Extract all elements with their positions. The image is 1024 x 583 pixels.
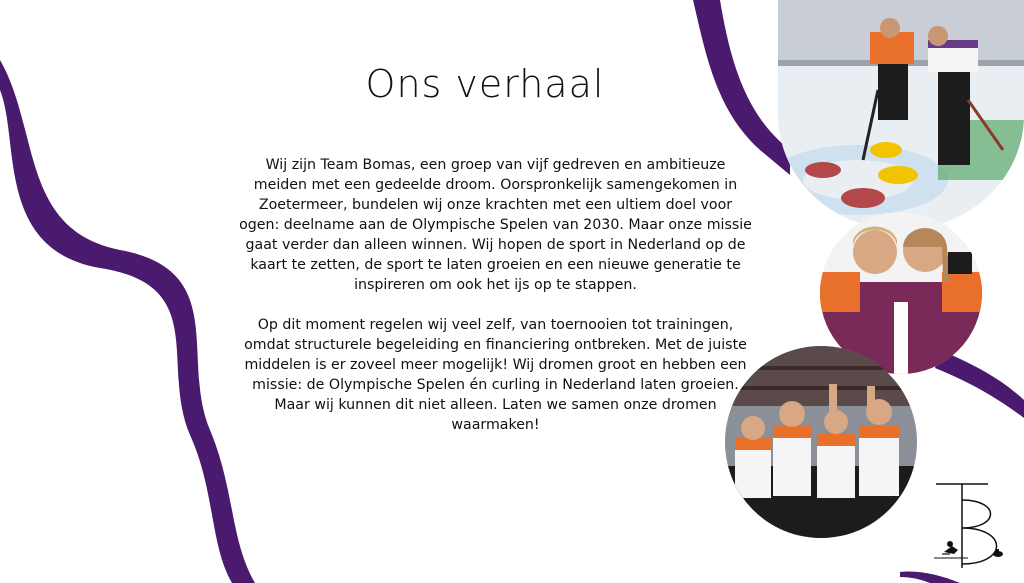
page-title: Ons verhaal xyxy=(365,62,605,106)
team-celebration-photo xyxy=(725,346,917,538)
story-text xyxy=(238,155,753,435)
curling-sweeping-photo xyxy=(778,0,1024,230)
story-paragraph-2: Op dit moment regelen wij veel zelf, van toernooien tot trainingen, omdat structurele begeleiding en financiering ontbreken. Met de juiste middelen is er zoveel meer mogelijk! Wij dromen groot en hebben een missie: de Olympische Spelen én curling in Nederland laten groeien. Maar wij kunnen dit niet alleen. Laten we samen onze dromen waarmaken! xyxy=(244,317,747,433)
right-wave xyxy=(935,350,1024,418)
top-wave xyxy=(693,0,790,175)
story-paragraph-1: Wij zijn Team Bomas, een groep van vijf gedreven en ambitieuze meiden met een gedeelde droom. Oorspronkelijk samengekomen in Zoetermeer, bundelen wij onze krachten met een ultiem doel voor ogen: deelname aan de Olympische Spelen van 2030. Maar onze missie gaat verder dan alleen winnen. Wij hopen de sport in Nederland op de kaart te zetten, de sport te laten groeien en een nieuwe generatie te inspireren om ook het ijs op te stappen. xyxy=(239,157,752,293)
team-bomas-logo xyxy=(928,478,1020,578)
left-wave xyxy=(0,60,255,583)
